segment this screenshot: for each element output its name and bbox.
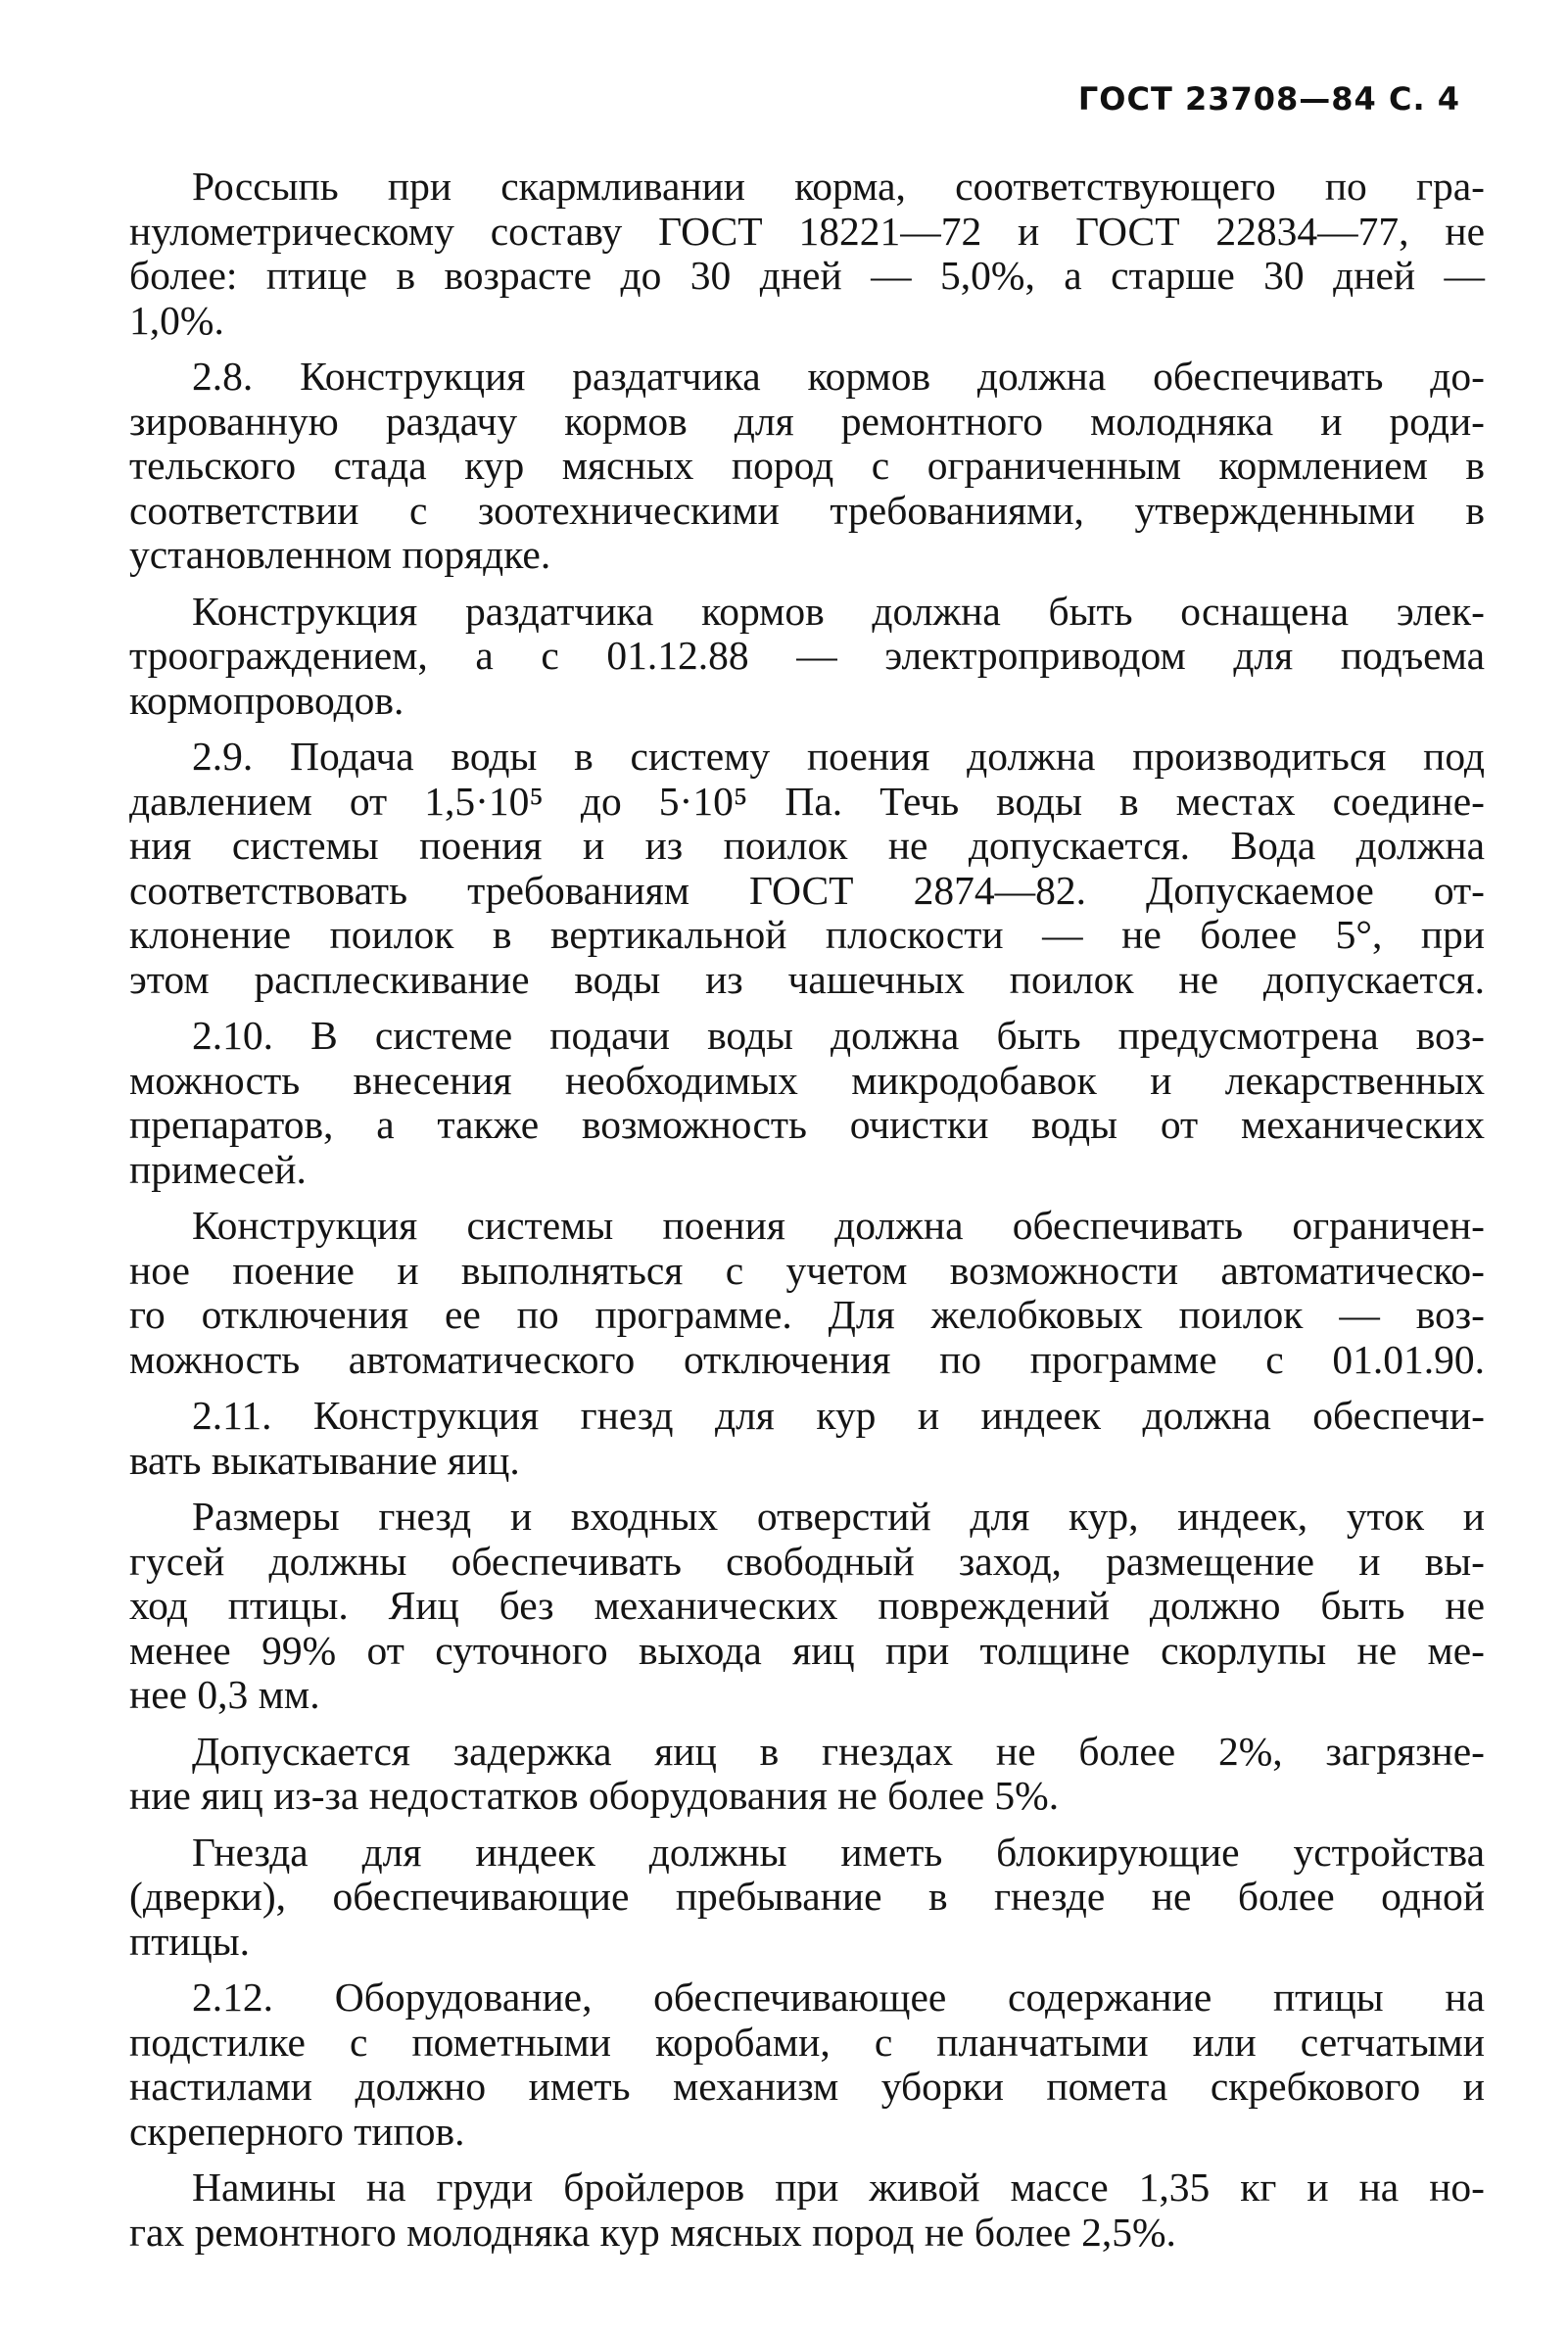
text-line: 2.9. Подача воды в систему поения должна производиться под [192, 734, 1485, 779]
paragraph-2-9 [129, 734, 1485, 1002]
paragraph-2-11 [129, 1393, 1485, 1483]
text-line: (дверки), обеспечивающие пребывание в гнезде не более одной [129, 1874, 1485, 1919]
text-line: можность внесения необходимых микродобавок и лекарственных [129, 1057, 1485, 1103]
text-line: настилами должно иметь механизм уборки помета скребкового и [129, 2064, 1485, 2109]
text-line: более: птице в возрасте до 30 дней — 5,0%, а старше 30 дней — [129, 253, 1485, 298]
text-line: тельского стада кур мясных пород с ограниченным кормлением в [129, 443, 1485, 488]
text-line: гах ремонтного молодняка кур мясных пород не более 2,5%. [129, 2209, 1176, 2255]
paragraph-electro-fencing [129, 588, 1485, 724]
text-line: препаратов, а также возможность очистки воды от механических [129, 1102, 1485, 1147]
text-line: подстилке с пометными коробами, с планчатыми или сетчатыми [129, 2019, 1485, 2065]
text-line: 2.11. Конструкция гнезд для кур и индеек должна обеспечи- [192, 1393, 1485, 1438]
paragraph-nest-sizes [129, 1494, 1485, 1718]
text-line: установленном порядке. [129, 532, 551, 577]
text-line: зированную раздачу кормов для ремонтного молодняка и роди- [129, 398, 1485, 444]
text-line: можность автоматического отключения по программе с 01.01.90. [129, 1336, 1485, 1382]
paragraph-watering-system [129, 1203, 1485, 1382]
text-line: нулометрическому составу ГОСТ 18221—72 и ГОСТ 22834—77, не [129, 208, 1485, 254]
paragraph-turkey-nests [129, 1829, 1485, 1965]
text-line: нее 0,3 мм. [129, 1672, 320, 1717]
text-line: этом расплескивание воды из чашечных поилок не допускается. [129, 956, 1485, 1002]
paragraph-2-8 [129, 354, 1485, 578]
text-line: 2.8. Конструкция раздатчика кормов должна обеспечивать до- [192, 354, 1485, 399]
text-line: Допускается задержка яиц в гнездах не более 2%, загрязне- [192, 1728, 1485, 1774]
paragraph-egg-delay [129, 1728, 1485, 1819]
text-line: клонение поилок в вертикальной плоскости — не более 5°, при [129, 912, 1485, 957]
text-line: Намины на груди бройлеров при живой массе 1,35 кг и на но- [192, 2164, 1485, 2210]
document-body [129, 164, 1485, 2266]
text-line: Размеры гнезд и входных отверстий для кур, индеек, уток и [192, 1494, 1485, 1539]
text-line: Конструкция системы поения должна обеспечивать ограничен- [192, 1203, 1485, 1248]
text-line: соответствии с зоотехническими требованиями, утвержденными в [129, 487, 1485, 533]
text-line: Гнезда для индеек должны иметь блокирующие устройства [192, 1829, 1485, 1875]
text-line: 1,0%. [129, 297, 224, 343]
text-line: ние яиц из-за недостатков оборудования не более 5%. [129, 1773, 1060, 1818]
paragraph-2-12 [129, 1974, 1485, 2154]
text-line: ния системы поения и из поилок не допускается. Вода должна [129, 823, 1485, 868]
page-header: ГОСТ 23708—84 С. 4 [1077, 80, 1460, 118]
text-line: птицы. [129, 1918, 251, 1964]
paragraph-granulometry [129, 164, 1485, 343]
text-line: давлением от 1,5·10⁵ до 5·10⁵ Па. Течь воды в местах соедине- [129, 778, 1485, 824]
text-line: гусей должны обеспечивать свободный заход, размещение и вы- [129, 1538, 1485, 1584]
text-line: кормопроводов. [129, 677, 404, 723]
text-line: 2.10. В системе подачи воды должна быть предусмотрена воз- [192, 1013, 1485, 1058]
text-line: соответствовать требованиям ГОСТ 2874—82. Допускаемое от- [129, 867, 1485, 913]
text-line: скреперного типов. [129, 2108, 465, 2154]
text-line: Конструкция раздатчика кормов должна быть оснащена элек- [192, 588, 1485, 634]
text-line: ное поение и выполняться с учетом возможности автоматическо- [129, 1247, 1485, 1293]
text-line: менее 99% от суточного выхода яиц при толщине скорлупы не ме- [129, 1627, 1485, 1673]
text-line: троограждением, а с 01.12.88 — электроприводом для подъема [129, 633, 1485, 678]
text-line: 2.12. Оборудование, обеспечивающее содержание птицы на [192, 1974, 1485, 2020]
text-line: ход птицы. Яиц без механических повреждений должно быть не [129, 1583, 1485, 1628]
text-line: Россыпь при скармливании корма, соответствующего по гра- [192, 164, 1485, 209]
text-line: го отключения ее по программе. Для желобковых поилок — воз- [129, 1292, 1485, 1337]
text-line: примесей. [129, 1146, 307, 1192]
paragraph-2-10 [129, 1013, 1485, 1192]
text-line: вать выкатывание яиц. [129, 1437, 520, 1483]
paragraph-broiler-damage [129, 2164, 1485, 2255]
